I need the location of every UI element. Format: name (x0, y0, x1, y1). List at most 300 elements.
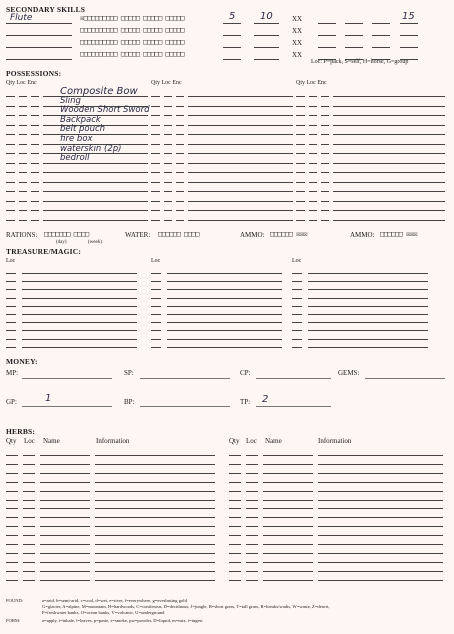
herb-field-line[interactable] (23, 526, 35, 527)
treasure-loc-line[interactable] (6, 289, 16, 290)
possession-enc-line[interactable] (321, 201, 329, 202)
herb-field-line[interactable] (23, 580, 35, 581)
possession-item[interactable]: Sling (60, 95, 81, 106)
treasure-loc-line[interactable] (292, 281, 302, 282)
herb-field-line[interactable] (23, 571, 35, 572)
skill-rank-checkboxes[interactable]: □□□□□□□□□□ □□□□□ □□□□□ □□□□□ (80, 26, 185, 34)
possession-loc-line[interactable] (19, 172, 27, 173)
treasure-loc-line[interactable] (292, 330, 302, 331)
herb-field-line[interactable] (6, 535, 18, 536)
possession-item-line[interactable] (188, 96, 293, 97)
possession-enc-line[interactable] (321, 144, 329, 145)
possession-qty-line[interactable] (151, 134, 160, 135)
herb-field-line[interactable] (246, 553, 258, 554)
herb-field-line[interactable] (263, 482, 313, 483)
herb-field-line[interactable] (318, 482, 443, 483)
treasure-loc-line[interactable] (6, 322, 16, 323)
treasure-loc-line[interactable] (151, 314, 161, 315)
possession-qty-line[interactable] (151, 106, 160, 107)
possession-item-line[interactable] (188, 163, 293, 164)
treasure-item-line[interactable] (167, 298, 282, 299)
possession-item-line[interactable] (333, 134, 445, 135)
herb-field-line[interactable] (23, 517, 35, 518)
possession-enc-line[interactable] (176, 153, 184, 154)
skill-rank-checkboxes[interactable]: ☒□□□□□□□□□ □□□□□ □□□□□ □□□□□ (80, 14, 185, 22)
money-value-line[interactable] (140, 378, 230, 379)
skill-rank-checkboxes[interactable]: □□□□□□□□□□ □□□□□ □□□□□ □□□□□ (80, 38, 185, 46)
herb-field-line[interactable] (318, 544, 443, 545)
herb-field-line[interactable] (40, 544, 90, 545)
possession-qty-line[interactable] (151, 163, 160, 164)
herb-field-line[interactable] (229, 508, 241, 509)
herb-field-line[interactable] (23, 464, 35, 465)
possession-loc-line[interactable] (309, 134, 317, 135)
herb-field-line[interactable] (40, 580, 90, 581)
possession-enc-line[interactable] (321, 125, 329, 126)
possession-enc-line[interactable] (31, 125, 39, 126)
possession-item[interactable]: waterskin (2p) (60, 143, 122, 154)
herb-field-line[interactable] (23, 500, 35, 501)
treasure-loc-line[interactable] (6, 347, 16, 348)
skill-field-line[interactable] (345, 47, 363, 48)
possession-enc-line[interactable] (176, 210, 184, 211)
possession-enc-line[interactable] (31, 134, 39, 135)
possession-enc-line[interactable] (176, 191, 184, 192)
possession-loc-line[interactable] (164, 220, 172, 221)
herb-field-line[interactable] (95, 473, 215, 474)
possession-qty-line[interactable] (151, 191, 160, 192)
treasure-item-line[interactable] (22, 298, 137, 299)
herb-field-line[interactable] (40, 500, 90, 501)
possession-item-line[interactable] (43, 201, 148, 202)
possession-loc-line[interactable] (164, 134, 172, 135)
possession-loc-line[interactable] (164, 144, 172, 145)
herb-field-line[interactable] (229, 491, 241, 492)
rations-checkboxes[interactable]: □□□□□□□ □□□□ (44, 230, 89, 238)
possession-item-line[interactable] (333, 96, 445, 97)
skill-field-line[interactable] (372, 47, 390, 48)
possession-item-line[interactable] (333, 115, 445, 116)
herb-field-line[interactable] (6, 500, 18, 501)
skill-field-line[interactable] (223, 47, 241, 48)
possession-loc-line[interactable] (309, 163, 317, 164)
herb-field-line[interactable] (40, 553, 90, 554)
treasure-loc-line[interactable] (151, 330, 161, 331)
possession-item-line[interactable] (43, 210, 148, 211)
possession-enc-line[interactable] (321, 220, 329, 221)
possession-item[interactable]: Backpack (60, 114, 101, 125)
possession-enc-line[interactable] (176, 106, 184, 107)
treasure-loc-line[interactable] (151, 306, 161, 307)
skill-rank-checkboxes[interactable]: □□□□□□□□□□ □□□□□ □□□□□ □□□□□ (80, 50, 185, 58)
herb-field-line[interactable] (95, 580, 215, 581)
skill-field-line[interactable] (372, 35, 390, 36)
possession-loc-line[interactable] (164, 172, 172, 173)
treasure-loc-line[interactable] (6, 330, 16, 331)
skill-field-line[interactable] (254, 23, 279, 24)
herb-field-line[interactable] (6, 526, 18, 527)
treasure-loc-line[interactable] (6, 281, 16, 282)
possession-loc-line[interactable] (164, 106, 172, 107)
possession-enc-line[interactable] (31, 172, 39, 173)
possession-item[interactable]: Composite Bow (60, 86, 138, 97)
possession-item-line[interactable] (333, 106, 445, 107)
herb-field-line[interactable] (263, 491, 313, 492)
possession-qty-line[interactable] (6, 144, 15, 145)
herb-field-line[interactable] (246, 526, 258, 527)
possession-enc-line[interactable] (321, 182, 329, 183)
possession-item-line[interactable] (188, 125, 293, 126)
possession-loc-line[interactable] (309, 210, 317, 211)
herb-field-line[interactable] (263, 455, 313, 456)
herb-field-line[interactable] (229, 473, 241, 474)
herb-field-line[interactable] (95, 571, 215, 572)
herb-field-line[interactable] (229, 544, 241, 545)
treasure-item-line[interactable] (167, 289, 282, 290)
herb-field-line[interactable] (95, 500, 215, 501)
possession-qty-line[interactable] (6, 182, 15, 183)
herb-field-line[interactable] (229, 553, 241, 554)
money-value-line[interactable] (22, 378, 112, 379)
possession-item-line[interactable] (333, 125, 445, 126)
water-checkboxes[interactable]: □□□□□□ □□□□ (158, 230, 199, 238)
herb-field-line[interactable] (263, 580, 313, 581)
possession-qty-line[interactable] (151, 172, 160, 173)
possession-qty-line[interactable] (6, 134, 15, 135)
herb-field-line[interactable] (229, 580, 241, 581)
possession-enc-line[interactable] (321, 172, 329, 173)
treasure-item-line[interactable] (308, 289, 428, 290)
possession-qty-line[interactable] (6, 163, 15, 164)
possession-loc-line[interactable] (164, 182, 172, 183)
skill-name-line[interactable] (6, 47, 72, 48)
possession-enc-line[interactable] (176, 134, 184, 135)
possession-enc-line[interactable] (31, 163, 39, 164)
possession-item-line[interactable] (188, 106, 293, 107)
possession-enc-line[interactable] (31, 220, 39, 221)
herb-field-line[interactable] (6, 517, 18, 518)
treasure-item-line[interactable] (308, 322, 428, 323)
possession-qty-line[interactable] (296, 210, 305, 211)
herb-field-line[interactable] (263, 562, 313, 563)
treasure-loc-line[interactable] (6, 298, 16, 299)
money-value-line[interactable] (256, 378, 331, 379)
possession-enc-line[interactable] (176, 115, 184, 116)
herb-field-line[interactable] (6, 580, 18, 581)
possession-enc-line[interactable] (321, 96, 329, 97)
treasure-loc-line[interactable] (151, 281, 161, 282)
herb-field-line[interactable] (40, 571, 90, 572)
possession-item-line[interactable] (333, 144, 445, 145)
possession-item-line[interactable] (333, 191, 445, 192)
skill-field-line[interactable] (223, 23, 241, 24)
herb-field-line[interactable] (23, 553, 35, 554)
possession-loc-line[interactable] (164, 115, 172, 116)
herb-field-line[interactable] (246, 500, 258, 501)
herb-field-line[interactable] (318, 526, 443, 527)
possession-enc-line[interactable] (176, 96, 184, 97)
possession-qty-line[interactable] (296, 191, 305, 192)
possession-enc-line[interactable] (321, 134, 329, 135)
treasure-item-line[interactable] (22, 306, 137, 307)
treasure-item-line[interactable] (308, 330, 428, 331)
possession-enc-line[interactable] (176, 144, 184, 145)
herb-field-line[interactable] (246, 455, 258, 456)
possession-item-line[interactable] (43, 220, 148, 221)
possession-item[interactable]: fire box (60, 134, 93, 144)
herb-field-line[interactable] (6, 544, 18, 545)
possession-loc-line[interactable] (309, 115, 317, 116)
possession-loc-line[interactable] (19, 153, 27, 154)
possession-item-line[interactable] (43, 191, 148, 192)
herb-field-line[interactable] (6, 562, 18, 563)
herb-field-line[interactable] (229, 482, 241, 483)
possession-enc-line[interactable] (321, 115, 329, 116)
herb-field-line[interactable] (318, 473, 443, 474)
treasure-loc-line[interactable] (151, 322, 161, 323)
herb-field-line[interactable] (40, 473, 90, 474)
possession-item-line[interactable] (188, 134, 293, 135)
herb-field-line[interactable] (318, 508, 443, 509)
herb-field-line[interactable] (40, 526, 90, 527)
possession-qty-line[interactable] (151, 210, 160, 211)
herb-field-line[interactable] (246, 482, 258, 483)
herb-field-line[interactable] (229, 517, 241, 518)
treasure-loc-line[interactable] (151, 298, 161, 299)
skill-field-line[interactable] (223, 35, 241, 36)
treasure-loc-line[interactable] (151, 273, 161, 274)
treasure-item-line[interactable] (22, 273, 137, 274)
possession-item-line[interactable] (333, 201, 445, 202)
possession-enc-line[interactable] (176, 172, 184, 173)
possession-enc-line[interactable] (31, 210, 39, 211)
possession-loc-line[interactable] (309, 182, 317, 183)
possession-enc-line[interactable] (321, 153, 329, 154)
possession-qty-line[interactable] (296, 220, 305, 221)
skill-field-line[interactable] (318, 47, 336, 48)
herb-field-line[interactable] (229, 562, 241, 563)
herb-field-line[interactable] (246, 535, 258, 536)
possession-loc-line[interactable] (309, 172, 317, 173)
treasure-item-line[interactable] (167, 330, 282, 331)
possession-qty-line[interactable] (6, 220, 15, 221)
treasure-loc-line[interactable] (292, 339, 302, 340)
herb-field-line[interactable] (263, 500, 313, 501)
possession-item-line[interactable] (188, 115, 293, 116)
treasure-loc-line[interactable] (6, 339, 16, 340)
possession-item-line[interactable] (188, 153, 293, 154)
skill-field-line[interactable] (400, 23, 418, 24)
herb-field-line[interactable] (6, 482, 18, 483)
herb-field-line[interactable] (40, 482, 90, 483)
possession-enc-line[interactable] (31, 144, 39, 145)
treasure-item-line[interactable] (167, 347, 282, 348)
treasure-item-line[interactable] (167, 306, 282, 307)
herb-field-line[interactable] (40, 562, 90, 563)
possession-enc-line[interactable] (31, 201, 39, 202)
possession-loc-line[interactable] (19, 220, 27, 221)
herb-field-line[interactable] (263, 517, 313, 518)
herb-field-line[interactable] (246, 571, 258, 572)
herb-field-line[interactable] (95, 482, 215, 483)
possession-item-line[interactable] (43, 163, 148, 164)
skill-field-line[interactable] (254, 59, 279, 60)
herb-field-line[interactable] (263, 553, 313, 554)
money-value-line[interactable] (256, 406, 331, 407)
herb-field-line[interactable] (95, 455, 215, 456)
possession-item-line[interactable] (333, 220, 445, 221)
possession-loc-line[interactable] (164, 96, 172, 97)
herb-field-line[interactable] (40, 517, 90, 518)
possession-item-line[interactable] (188, 201, 293, 202)
possession-qty-line[interactable] (6, 96, 15, 97)
treasure-item-line[interactable] (308, 298, 428, 299)
possession-loc-line[interactable] (19, 115, 27, 116)
treasure-loc-line[interactable] (151, 289, 161, 290)
herb-field-line[interactable] (95, 535, 215, 536)
herb-field-line[interactable] (318, 500, 443, 501)
skill-value-1[interactable]: 5 (229, 11, 236, 22)
possession-loc-line[interactable] (19, 134, 27, 135)
herb-field-line[interactable] (246, 562, 258, 563)
possession-qty-line[interactable] (151, 125, 160, 126)
treasure-loc-line[interactable] (292, 273, 302, 274)
possession-loc-line[interactable] (164, 201, 172, 202)
herb-field-line[interactable] (318, 580, 443, 581)
possession-loc-line[interactable] (19, 182, 27, 183)
possession-loc-line[interactable] (164, 191, 172, 192)
possession-loc-line[interactable] (309, 125, 317, 126)
herb-field-line[interactable] (318, 455, 443, 456)
herb-field-line[interactable] (263, 508, 313, 509)
herb-field-line[interactable] (318, 571, 443, 572)
treasure-loc-line[interactable] (6, 306, 16, 307)
possession-qty-line[interactable] (151, 96, 160, 97)
herb-field-line[interactable] (318, 562, 443, 563)
possession-loc-line[interactable] (19, 106, 27, 107)
possession-item-line[interactable] (188, 210, 293, 211)
possession-qty-line[interactable] (6, 201, 15, 202)
skill-name[interactable]: Flute (10, 13, 33, 23)
herb-field-line[interactable] (229, 571, 241, 572)
possession-enc-line[interactable] (31, 115, 39, 116)
possession-qty-line[interactable] (6, 172, 15, 173)
possession-qty-line[interactable] (6, 210, 15, 211)
herb-field-line[interactable] (23, 455, 35, 456)
skill-value-2[interactable]: 10 (260, 11, 273, 22)
herb-field-line[interactable] (23, 491, 35, 492)
herb-field-line[interactable] (6, 571, 18, 572)
treasure-item-line[interactable] (308, 281, 428, 282)
possession-qty-line[interactable] (296, 115, 305, 116)
herb-field-line[interactable] (246, 544, 258, 545)
herb-field-line[interactable] (95, 508, 215, 509)
treasure-item-line[interactable] (167, 339, 282, 340)
treasure-item-line[interactable] (22, 339, 137, 340)
possession-loc-line[interactable] (164, 153, 172, 154)
possession-item-line[interactable] (188, 220, 293, 221)
herb-field-line[interactable] (95, 517, 215, 518)
herb-field-line[interactable] (23, 544, 35, 545)
possession-loc-line[interactable] (19, 163, 27, 164)
herb-field-line[interactable] (40, 491, 90, 492)
possession-qty-line[interactable] (296, 96, 305, 97)
possession-item-line[interactable] (188, 182, 293, 183)
treasure-loc-line[interactable] (151, 339, 161, 340)
possession-qty-line[interactable] (151, 153, 160, 154)
herb-field-line[interactable] (23, 562, 35, 563)
herb-field-line[interactable] (95, 544, 215, 545)
herb-field-line[interactable] (229, 455, 241, 456)
herb-field-line[interactable] (246, 508, 258, 509)
treasure-item-line[interactable] (167, 273, 282, 274)
herb-field-line[interactable] (95, 526, 215, 527)
herb-field-line[interactable] (263, 535, 313, 536)
possession-loc-line[interactable] (309, 201, 317, 202)
skill-name-line[interactable] (6, 35, 72, 36)
possession-loc-line[interactable] (19, 191, 27, 192)
treasure-item-line[interactable] (22, 322, 137, 323)
skill-field-line[interactable] (345, 35, 363, 36)
treasure-item-line[interactable] (22, 281, 137, 282)
possession-enc-line[interactable] (176, 163, 184, 164)
possession-qty-line[interactable] (296, 153, 305, 154)
treasure-item-line[interactable] (308, 339, 428, 340)
skill-field-line[interactable] (318, 35, 336, 36)
herb-field-line[interactable] (95, 562, 215, 563)
gp-value[interactable]: 1 (45, 393, 52, 404)
treasure-item-line[interactable] (308, 306, 428, 307)
possession-enc-line[interactable] (31, 182, 39, 183)
possession-loc-line[interactable] (309, 144, 317, 145)
possession-item[interactable]: bedroll (60, 153, 90, 164)
possession-loc-line[interactable] (309, 191, 317, 192)
treasure-loc-line[interactable] (292, 306, 302, 307)
ammo2-checkboxes[interactable]: □□□□□□ ☒☒☒ (380, 230, 418, 238)
treasure-item-line[interactable] (22, 347, 137, 348)
herb-field-line[interactable] (246, 464, 258, 465)
possession-item[interactable]: belt pouch (60, 124, 106, 135)
possession-enc-line[interactable] (31, 96, 39, 97)
herb-field-line[interactable] (318, 464, 443, 465)
possession-loc-line[interactable] (19, 144, 27, 145)
possession-item-line[interactable] (43, 182, 148, 183)
possession-qty-line[interactable] (296, 172, 305, 173)
herb-field-line[interactable] (246, 517, 258, 518)
skill-field-line[interactable] (400, 47, 418, 48)
treasure-item-line[interactable] (167, 322, 282, 323)
herb-field-line[interactable] (6, 491, 18, 492)
possession-item-line[interactable] (43, 172, 148, 173)
skill-field-line[interactable] (254, 35, 279, 36)
herb-field-line[interactable] (23, 535, 35, 536)
possession-qty-line[interactable] (296, 134, 305, 135)
treasure-item-line[interactable] (22, 314, 137, 315)
possession-item-line[interactable] (333, 163, 445, 164)
treasure-loc-line[interactable] (292, 347, 302, 348)
herb-field-line[interactable] (23, 508, 35, 509)
herb-field-line[interactable] (229, 526, 241, 527)
possession-item[interactable]: Wooden Short Sword (60, 105, 150, 116)
treasure-loc-line[interactable] (292, 314, 302, 315)
possession-item-line[interactable] (333, 172, 445, 173)
possession-item-line[interactable] (188, 172, 293, 173)
possession-loc-line[interactable] (164, 210, 172, 211)
herb-field-line[interactable] (318, 517, 443, 518)
possession-loc-line[interactable] (309, 153, 317, 154)
herb-field-line[interactable] (229, 500, 241, 501)
possession-qty-line[interactable] (296, 125, 305, 126)
